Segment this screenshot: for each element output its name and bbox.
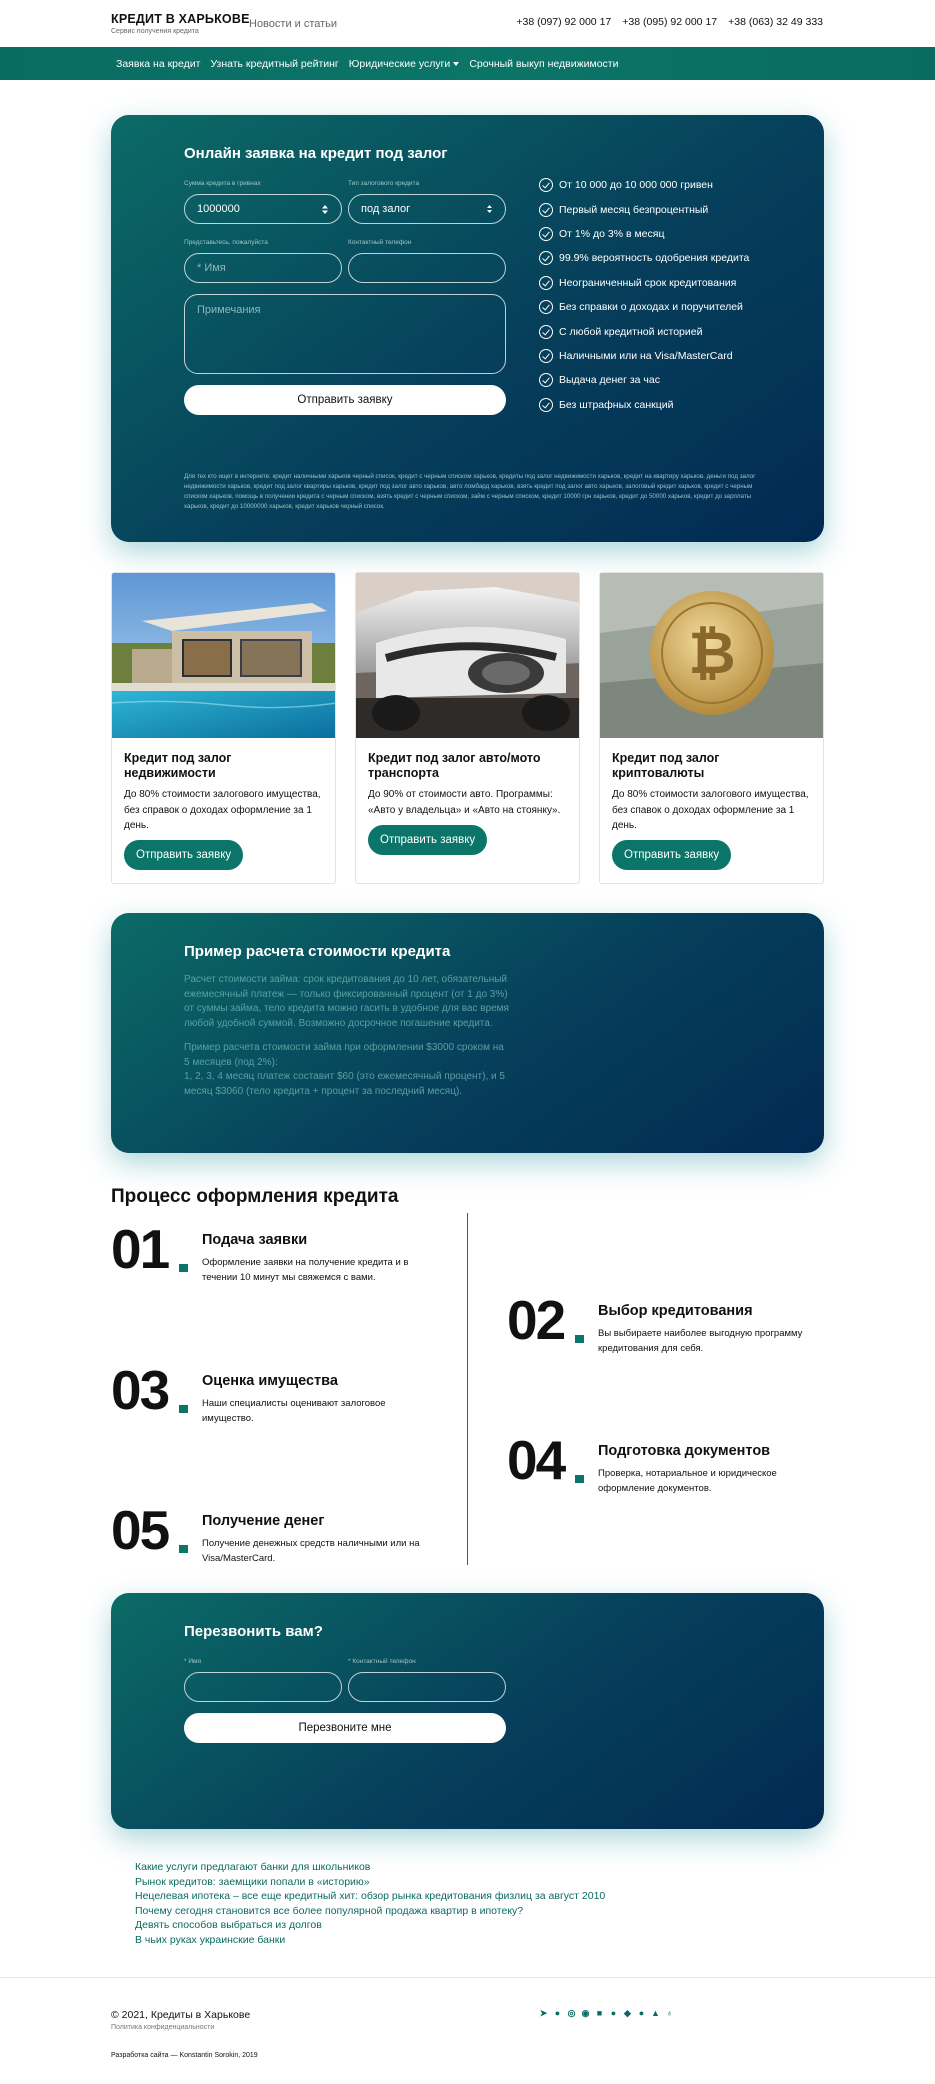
step-title: Оценка имущества	[202, 1373, 338, 1389]
phone-list	[516, 16, 823, 28]
card-title: Кредит под залог криптовалюты	[612, 751, 720, 780]
benefit-item	[539, 295, 749, 319]
step-title: Получение денег	[202, 1513, 325, 1529]
amount-value: 1000000	[197, 203, 240, 215]
benefit-text: От 1% до 3% в месяц	[559, 227, 665, 240]
phone-link[interactable]: +38 (095) 92 000 17	[622, 16, 718, 28]
nav-item-legal-services[interactable]	[349, 58, 460, 70]
footer-divider	[0, 1977, 935, 1978]
benefit-text: Наличными или на Visa/MasterCard	[559, 349, 733, 362]
svg-text:₿: ₿	[688, 619, 736, 687]
notes-textarea[interactable]: Примечания	[184, 294, 506, 374]
nav-item-credit-rating[interactable]: Узнать кредитный рейтинг	[210, 57, 339, 70]
calculation-panel	[111, 913, 824, 1153]
callback-button[interactable]: Перезвоните мне	[184, 1713, 506, 1743]
house-image	[112, 573, 335, 738]
collateral-value: под залог	[361, 203, 411, 215]
collateral-select[interactable]	[348, 194, 506, 224]
card-apply-button[interactable]: Отправить заявку	[124, 840, 243, 870]
article-link[interactable]: Почему сегодня становится все более популярной продажа квартир в ипотеку?	[135, 1904, 524, 1917]
benefit-item	[539, 319, 749, 343]
bitcoin-illustration	[600, 573, 823, 738]
service-card-auto	[355, 572, 580, 884]
application-title: Онлайн заявка на кредит под залог	[184, 145, 448, 162]
article-links	[135, 1860, 605, 1948]
calculation-title: Пример расчета стоимости кредита	[184, 943, 451, 960]
nav-item-label: Юридические услуги	[348, 57, 451, 70]
step-number: 05	[111, 1499, 169, 1561]
article-link[interactable]: Рынок кредитов: заемщики попали в «историю»	[135, 1875, 370, 1888]
benefit-item	[539, 271, 749, 295]
phone-link[interactable]: +38 (097) 92 000 17	[516, 16, 612, 28]
callback-name-input[interactable]	[184, 1672, 342, 1702]
card-title: Кредит под залог авто/мото транспорта	[368, 751, 541, 780]
calculation-text	[184, 973, 509, 1099]
developer-credit: Разработка сайта — Konstantin Sorokin, 2019	[111, 2052, 258, 2059]
step-dot	[179, 1405, 188, 1413]
benefit-item	[539, 222, 749, 246]
callback-panel	[111, 1593, 824, 1829]
card-title: Кредит под залог недвижимости	[124, 751, 232, 780]
brand-title: КРЕДИТ В ХАРЬКОВЕ	[111, 12, 250, 26]
benefit-item	[539, 246, 749, 270]
amount-input[interactable]	[184, 194, 342, 224]
benefit-text: 99.9% вероятность одобрения кредита	[559, 252, 750, 265]
step-dot	[179, 1264, 188, 1272]
phone-link[interactable]: +38 (063) 32 49 333	[728, 16, 823, 28]
spinner-icon[interactable]	[321, 204, 329, 215]
benefit-text: Неограниченный срок кредитования	[559, 276, 737, 289]
callback-phone-label: * Контактный телефон	[348, 1658, 416, 1665]
benefit-item	[539, 344, 749, 368]
brand-subtitle: Сервис получения кредита	[111, 28, 199, 35]
check-circle-icon	[539, 251, 553, 265]
amount-label: Сумма кредита в гривнах	[184, 180, 261, 187]
step-number: 03	[111, 1359, 169, 1421]
step-text: Вы выбираете наиболее выгодную программу кредитования для себя.	[598, 1328, 803, 1354]
brand-logo[interactable]	[111, 12, 250, 35]
card-apply-button[interactable]: Отправить заявку	[612, 840, 731, 870]
application-panel	[111, 115, 824, 542]
cars-illustration	[356, 573, 579, 738]
house-pool-illustration	[112, 573, 335, 738]
benefit-item	[539, 393, 749, 417]
caret-down-icon	[453, 62, 459, 66]
check-circle-icon	[539, 203, 553, 217]
name-label: Представьтесь, пожалуйста	[184, 239, 268, 246]
benefit-item	[539, 368, 749, 392]
card-apply-button[interactable]: Отправить заявку	[368, 825, 487, 855]
benefit-text: С любой кредитной историей	[559, 325, 703, 338]
news-link[interactable]: Новости и статьи	[249, 18, 338, 30]
pinterest-icon[interactable]: ●	[638, 2008, 645, 2018]
benefit-text: Первый месяц безпроцентный	[559, 203, 709, 216]
step-title: Подача заявки	[202, 1232, 308, 1248]
odnoklassniki-icon[interactable]: ♁	[666, 2008, 673, 2018]
card-text: До 80% стоимости залогового имущества, без справок о доходах оформление за 1 день.	[124, 789, 321, 831]
benefit-text: Без справки о доходах и поручителей	[559, 301, 743, 314]
step-title: Выбор кредитования	[598, 1303, 753, 1319]
benefit-text: Выдача денег за час	[559, 374, 660, 387]
cars-image	[356, 573, 579, 738]
check-circle-icon	[539, 398, 553, 412]
card-text: До 80% стоимости залогового имущества, без спавок о доходах оформление за 1 день.	[612, 789, 809, 831]
card-text: До 90% от стоимости авто. Программы: «Авто у владельца» и «Авто на стоянку».	[368, 789, 561, 816]
select-arrows-icon	[486, 204, 493, 214]
process-title: Процесс оформления кредита	[111, 1186, 399, 1207]
main-nav	[0, 47, 935, 80]
callback-name-label: * Имя	[184, 1658, 201, 1665]
messenger-icon[interactable]: ●	[554, 2008, 561, 2018]
name-input[interactable]: * Имя	[184, 253, 342, 283]
step-text: Получение денежных средств наличными или на Visa/MasterCard.	[202, 1538, 420, 1564]
benefits-list	[539, 173, 749, 417]
check-circle-icon	[539, 178, 553, 192]
service-card-crypto	[599, 572, 824, 884]
viber-icon[interactable]: ◉	[581, 2008, 590, 2018]
site-header	[0, 0, 935, 47]
process-divider	[467, 1213, 468, 1565]
collateral-label: Тип залогового кредита	[348, 180, 420, 187]
check-circle-icon	[539, 373, 553, 387]
submit-application-button[interactable]: Отправить заявку	[184, 385, 506, 415]
check-circle-icon	[539, 325, 553, 339]
check-circle-icon	[539, 349, 553, 363]
callback-title: Перезвонить вам?	[184, 1623, 323, 1640]
step-dot	[575, 1335, 584, 1343]
calculation-paragraph: Пример расчета стоимости займа при оформлении $3000 сроком на 5 месяцев (под 2%):	[184, 1042, 504, 1068]
phone-label: Контактный телефон	[348, 239, 412, 246]
telegram-icon[interactable]: ➤	[539, 2008, 548, 2018]
service-card-real-estate	[111, 572, 336, 884]
twitter-icon[interactable]: ◆	[624, 2008, 631, 2018]
check-circle-icon	[539, 227, 553, 241]
calculation-paragraph: Расчет стоимости займа: срок кредитования до 10 лет, обязательный ежемесячный платеж — только фиксированный процент (от 1 до 3%) от суммы займа, тело кредита можно гасить в удобное для вас время любой удобной суммой. Возможно досрочное погашение кредита.	[184, 974, 509, 1029]
article-link[interactable]: Девять способов выбраться из долгов	[135, 1919, 322, 1932]
step-text: Оформление заявки на получение кредита и в течении 10 минут мы свяжемся с вами.	[202, 1257, 409, 1283]
bitcoin-image	[600, 573, 823, 738]
check-circle-icon	[539, 276, 553, 290]
benefit-item	[539, 197, 749, 221]
nav-item-credit-application[interactable]: Заявка на кредит	[116, 57, 201, 70]
article-link[interactable]: В чьих руках украинские банки	[135, 1933, 286, 1946]
benefit-text: Без штрафных санкций	[559, 398, 674, 411]
privacy-link[interactable]: Политика конфиденциальности	[111, 2024, 215, 2031]
step-number: 04	[507, 1429, 565, 1491]
callback-phone-input[interactable]	[348, 1672, 506, 1702]
step-text: Проверка, нотариальное и юридическое оформление документов.	[598, 1468, 777, 1494]
step-number: 01	[111, 1218, 169, 1280]
benefit-item	[539, 173, 749, 197]
step-dot	[575, 1475, 584, 1483]
calculation-paragraph: 1, 2, 3, 4 месяц платеж составит $60 (это ежемесячный процент), и 5 месяц $3060 (тело кредита + процент за последний месяц).	[184, 1071, 505, 1097]
article-link[interactable]: Нецелевая ипотека – все еще кредитный хит: обзор рынка кредитования физлиц за август 2010	[135, 1890, 606, 1903]
phone-input[interactable]	[348, 253, 506, 283]
seo-disclaimer: Для тех кто ищет в интернете: кредит наличными харьков черный список, кредит с черным списком харьков, кредиты под залог недвижимости харьков, кредит на квартиру харьков, деньги под залог недвижимости харьков, кредит под залог квартиры харьков, кредит под залог авто харьков, авто ломбард харьков, взять кредит под залог авто харьков, залоговый кредит харьков, кредит с черным списком харьков, помощь в получении кредита с черным списком, взять кредит с черным списком, займ с черным списком, кредит 10000 грн харьков, кредит до 50000 харьков, кредит до зарплаты харьков, кредит до 10000000 харьков, кредит харьков черный список.	[184, 473, 756, 510]
social-links	[538, 2008, 675, 2019]
linkedin-icon[interactable]: ■	[596, 2008, 603, 2018]
check-circle-icon	[539, 300, 553, 314]
whatsapp-icon[interactable]: ◎	[567, 2008, 576, 2018]
article-link[interactable]: Какие услуги предлагают банки для школьников	[135, 1861, 371, 1873]
nav-item-real-estate-buyout[interactable]: Срочный выкуп недвижимости	[469, 57, 619, 70]
step-number: 02	[507, 1289, 565, 1351]
vk-icon[interactable]: ▲	[651, 2008, 660, 2018]
step-text: Наши специалисты оценивают залоговое имущество.	[202, 1398, 386, 1424]
facebook-icon[interactable]: ●	[610, 2008, 617, 2018]
benefit-text: От 10 000 до 10 000 000 гривен	[559, 179, 713, 192]
step-title: Подготовка документов	[598, 1443, 771, 1459]
copyright: © 2021, Кредиты в Харькове	[111, 2009, 251, 2021]
step-dot	[179, 1545, 188, 1553]
